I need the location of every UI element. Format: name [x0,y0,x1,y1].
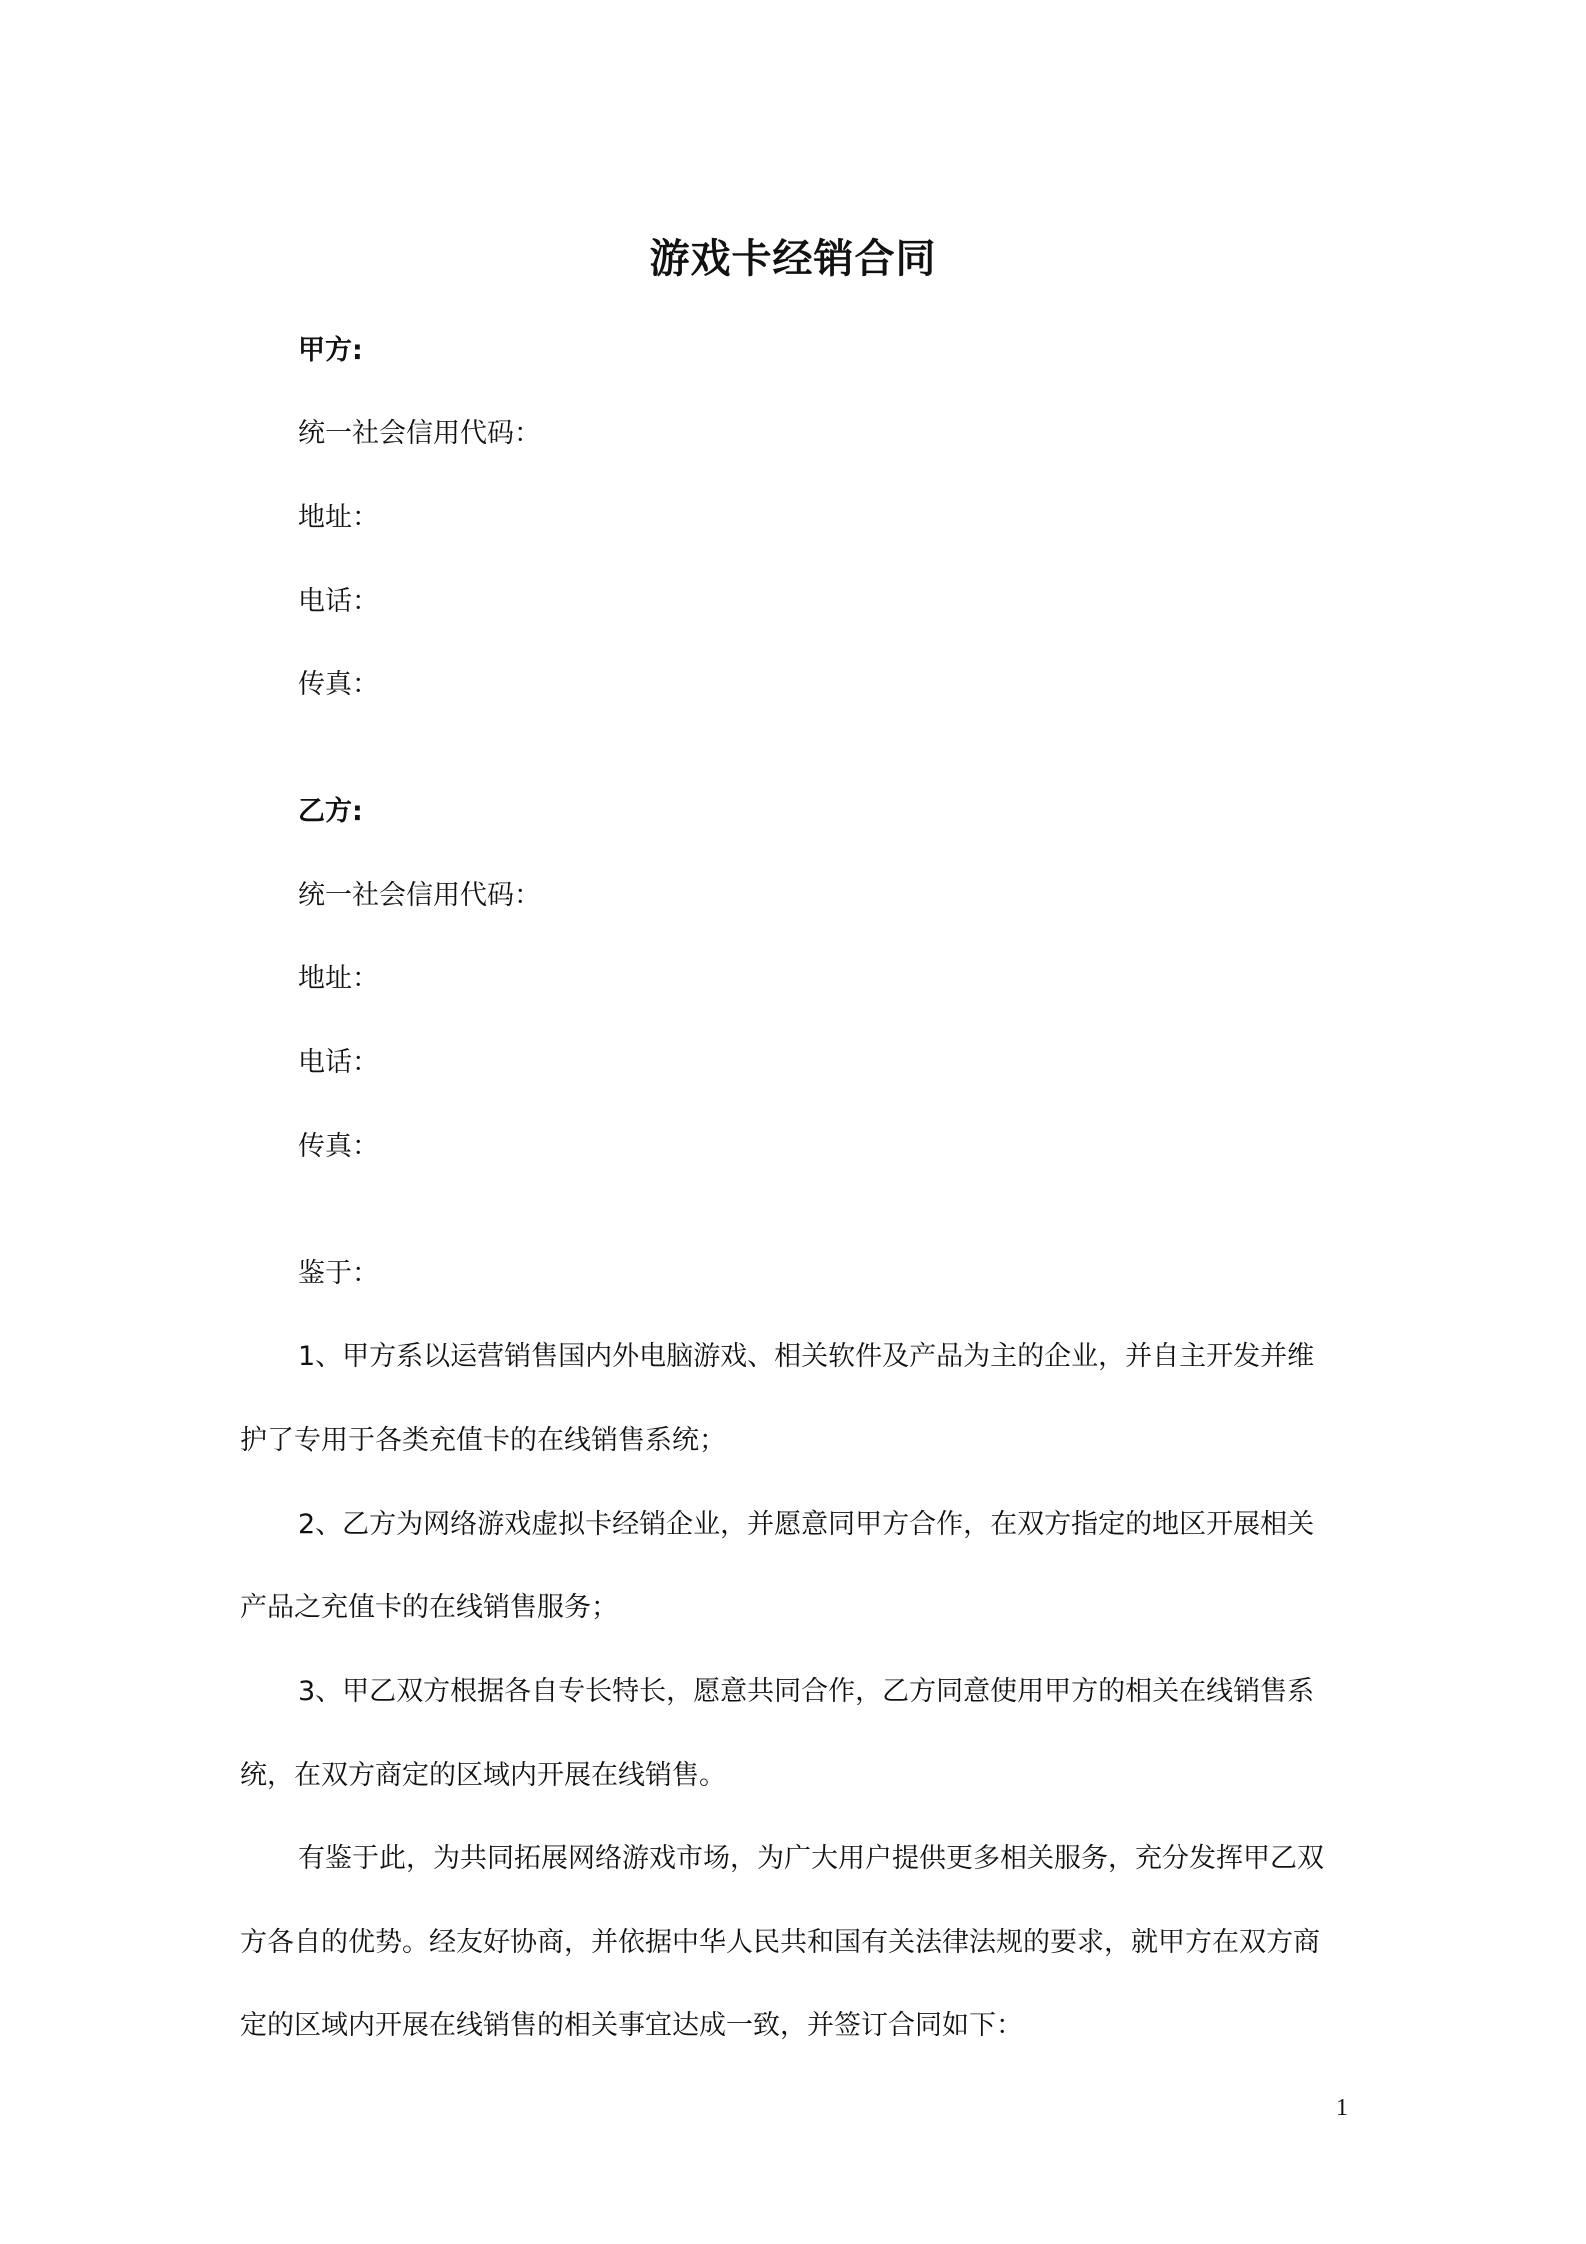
party-a-heading: 甲方: [298,335,363,366]
whereas-heading: 鉴于： [298,1258,379,1289]
page-number: 1 [1336,2095,1348,2121]
whereas-clause-1-line-2: 护了专用于各类充值卡的在线销售系统； [240,1425,726,1456]
conclusion-line-3: 定的区域内开展在线销售的相关事宜达成一致，并签订合同如下： [240,2010,1023,2041]
whereas-clause-3-line-1: 3、甲乙双方根据各自专长特长，愿意共同合作，乙方同意使用甲方的相关在线销售系 [298,1676,1315,1707]
party-b-credit-code-label: 统一社会信用代码： [298,880,541,911]
party-b-fax-label: 传真： [298,1131,379,1162]
conclusion-line-2: 方各自的优势。经友好协商，并依据中华人民共和国有关法律法规的要求，就甲方在双方商 [240,1927,1320,1958]
party-a-credit-code-label: 统一社会信用代码： [298,418,541,449]
party-a-phone-label: 电话： [298,586,379,617]
whereas-clause-3-line-2: 统，在双方商定的区域内开展在线销售。 [240,1760,726,1791]
party-a-address-label: 地址： [298,502,379,533]
whereas-clause-1-line-1: 1、甲方系以运营销售国内外电脑游戏、相关软件及产品为主的企业，并自主开发并维 [298,1341,1315,1372]
party-b-phone-label: 电话： [298,1047,379,1078]
party-a-fax-label: 传真： [298,669,379,700]
conclusion-line-1: 有鉴于此，为共同拓展网络游戏市场，为广大用户提供更多相关服务，充分发挥甲乙双 [298,1843,1324,1874]
whereas-clause-2-line-1: 2、乙方为网络游戏虚拟卡经销企业，并愿意同甲方合作，在双方指定的地区开展相关 [298,1509,1315,1540]
party-b-heading: 乙方: [298,796,363,827]
party-b-address-label: 地址： [298,963,379,994]
whereas-clause-2-line-2: 产品之充值卡的在线销售服务； [240,1592,618,1623]
document-title: 游戏卡经销合同 [649,236,937,282]
